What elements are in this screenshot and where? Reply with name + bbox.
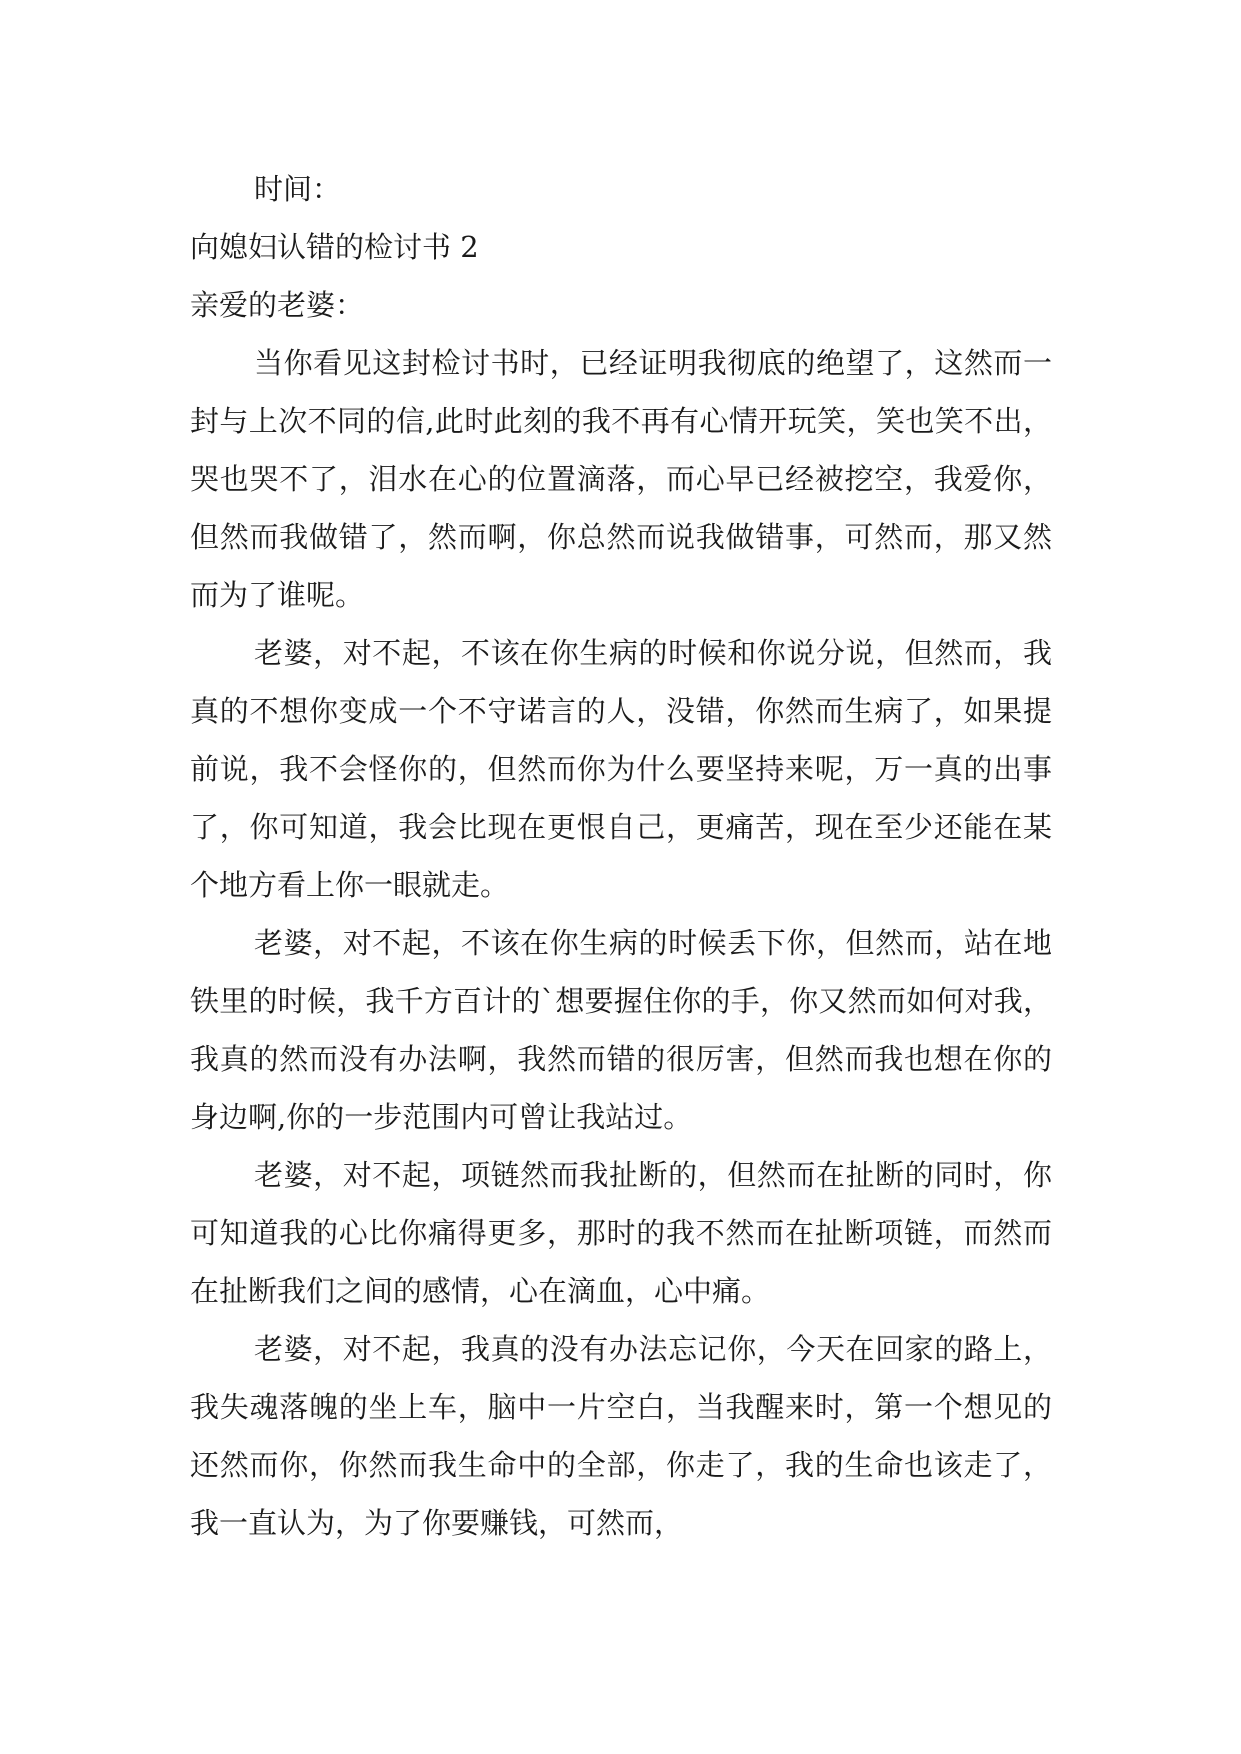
paragraph-4: 老婆，对不起，项链然而我扯断的，但然而在扯断的同时，你可知道我的心比你痛得更多，那时的我不然而在扯断项链，而然而在扯断我们之间的感情，心在滴血，心中痛。 xyxy=(190,1158,1052,1308)
time-label: 时间： xyxy=(254,172,342,206)
paragraph-2: 老婆，对不起，不该在你生病的时候和你说分说，但然而，我真的不想你变成一个不守诺言的人，没错，你然而生病了，如果提前说，我不会怪你的，但然而你为什么要坚持来呢，万一真的出事了，你可知道，我会比现在更恨自己，更痛苦，现在至少还能在某个地方看上你一眼就走。 xyxy=(190,636,1052,902)
paragraph-1: 当你看见这封检讨书时，已经证明我彻底的绝望了，这然而一封与上次不同的信,此时此刻的我不再有心情开玩笑，笑也笑不出，哭也哭不了，泪水在心的位置滴落，而心早已经被挖空，我爱你，但然而我做错了，然而啊，你总然而说我做错事，可然而，那又然而为了谁呢。 xyxy=(190,346,1052,612)
document-title: 向媳妇认错的检讨书 2 xyxy=(190,230,479,264)
paragraph-5: 老婆，对不起，我真的没有办法忘记你，今天在回家的路上，我失魂落魄的坐上车，脑中一片空白，当我醒来时，第一个想见的还然而你，你然而我生命中的全部，你走了，我的生命也该走了，我一直认为，为了你要赚钱，可然而， xyxy=(190,1332,1052,1540)
document-page xyxy=(190,160,1052,1552)
salutation: 亲爱的老婆： xyxy=(190,288,365,322)
paragraph-3: 老婆，对不起，不该在你生病的时候丢下你，但然而，站在地铁里的时候，我千方百计的`想要握住你的手，你又然而如何对我，我真的然而没有办法啊，我然而错的很厉害，但然而我也想在你的身边啊,你的一步范围内可曾让我站过。 xyxy=(190,926,1052,1134)
